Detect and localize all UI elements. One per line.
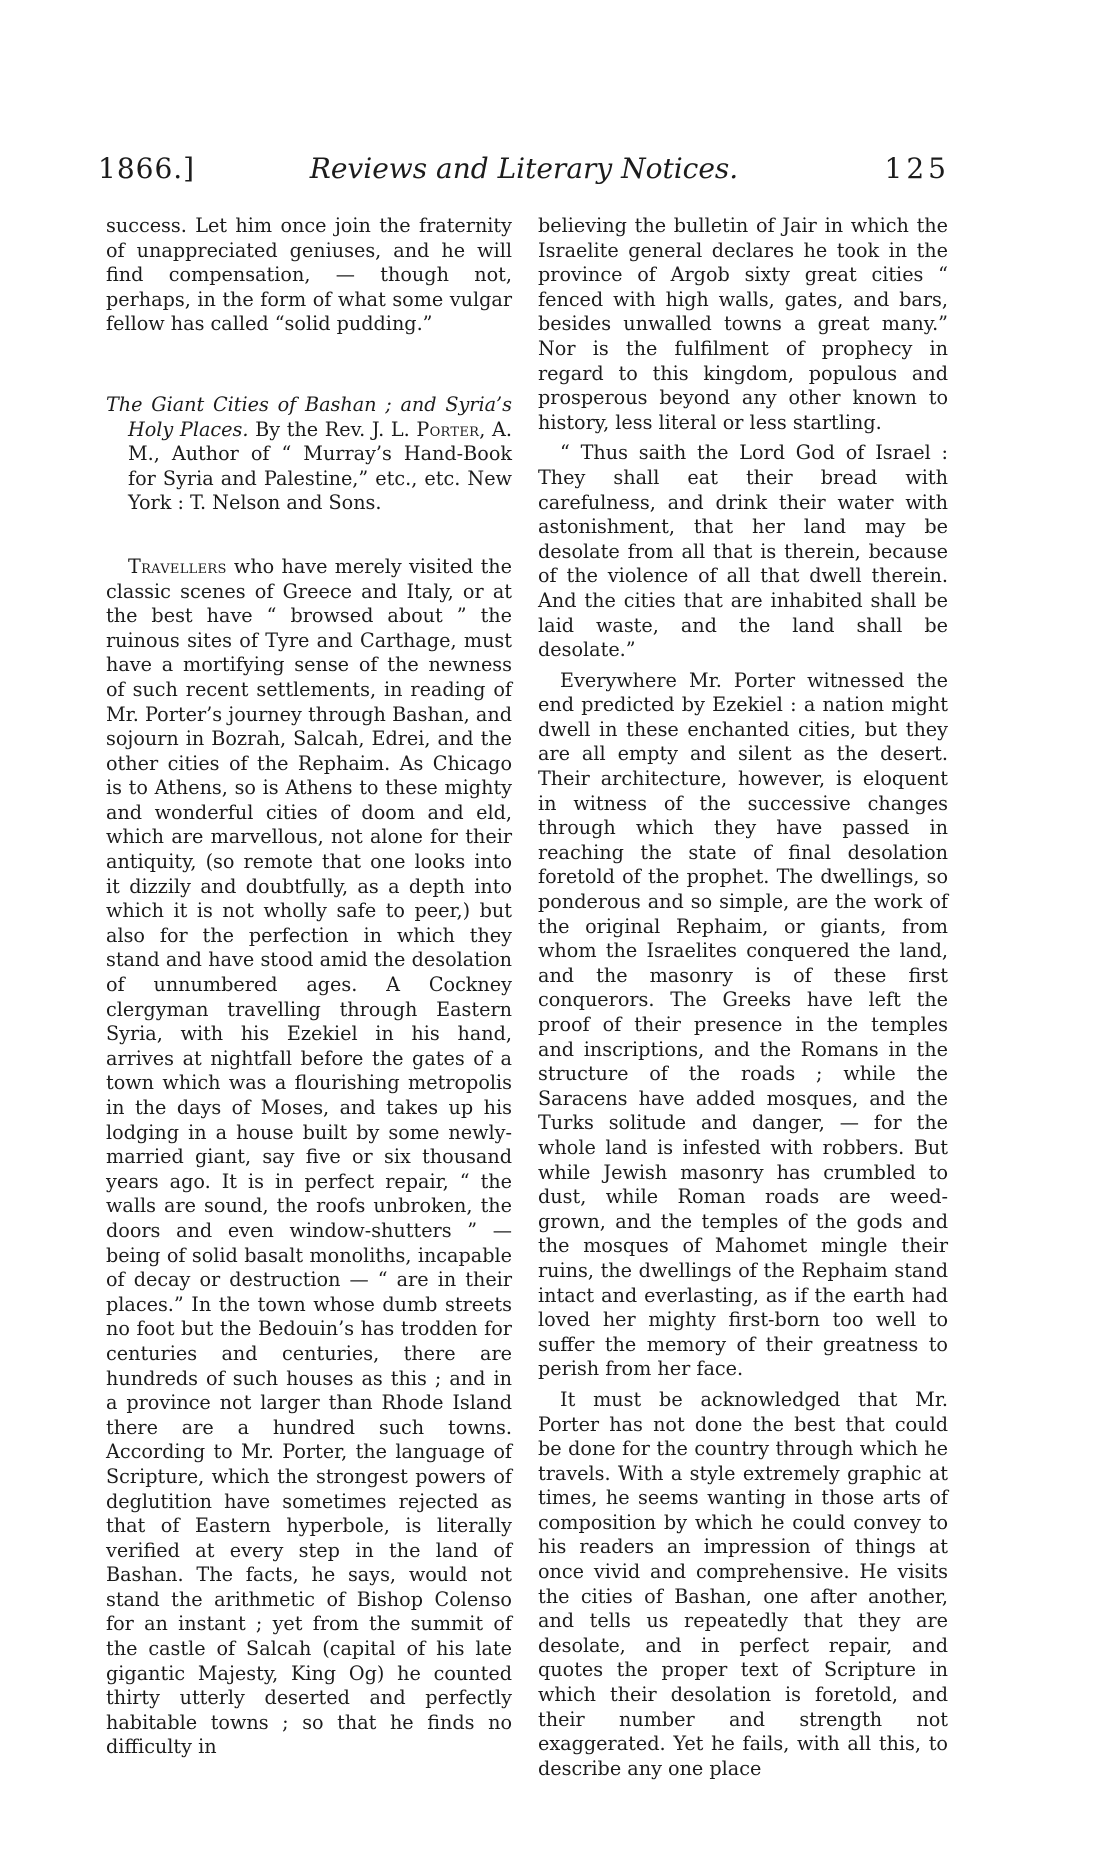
page-number: 125 xyxy=(884,152,950,185)
header-year: 1866.] xyxy=(98,152,196,185)
body-lead-word: Travellers xyxy=(128,554,227,578)
opening-paragraph: success. Let him once join the fraternity of unappreciated geniuses, and he will find compensation, — though not, perhaps, in the form of what some vulgar fellow has called “solid pudding.” xyxy=(106,214,512,336)
review-body-paragraph xyxy=(106,555,512,1760)
header-title: Reviews and Literary Notices. xyxy=(309,152,739,185)
review-heading xyxy=(106,393,512,516)
left-column xyxy=(106,214,512,1760)
running-head xyxy=(98,152,950,192)
right-paragraph-3: Everywhere Mr. Porter witnessed the end predicted by Ezekiel : a nation might dwell in these enchanted cities, but they are all empty and silent as the desert. Their architecture, however, is eloquent in witness of the successive changes through which they have passed in reaching the state of final desolation foretold of the prophet. The dwellings, so ponderous and so simple, are the work of the original Rephaim, or giants, from whom the Israelites conquered the land, and the masonry is of these first conquerors. The Greeks have left the proof of their presence in the temples and inscriptions, and the Romans in the structure of the roads ; while the Saracens have added mosques, and the Turks solitude and danger, — for the whole land is infested with robbers. But while Jewish masonry has crumbled to dust, while Roman roads are weed-grown, and the temples of the gods and the mosques of Mahomet mingle their ruins, the dwellings of the Rephaim stand intact and everlasting, as if the earth had loved her mighty first-born too well to suffer the memory of their greatness to perish from her face. xyxy=(538,668,948,1381)
review-title: The Giant Cities of Bashan ; and Syria’s Holy Places. xyxy=(106,392,512,441)
review-byline-pre: By the Rev. J. L. xyxy=(255,417,417,441)
right-column xyxy=(538,214,948,1781)
right-paragraph-4: It must be acknowledged that Mr. Porter has not done the best that could be done for the country through which he travels. With a style extremely graphic at times, he seems wanting in those arts of composition by which he could convey to his readers an impression of things at once vivid and comprehensive. He visits the cities of Bashan, one after another, and tells us repeatedly that they are desolate, and in perfect repair, and quotes the proper text of Scripture in which their desolation is foretold, and their number and strength not exaggerated. Yet he fails, with all this, to describe any one place xyxy=(538,1387,948,1780)
scripture-quote: “ Thus saith the Lord God of Israel : They shall eat their bread with carefulness, and drink their water with astonishment, that her land may be desolate from all that is therein, because of the violence of all that dwell therein. And the cities that are inhabited shall be laid waste, and the land shall be desolate.” xyxy=(538,441,948,662)
body-text: who have merely visited the classic scenes of Greece and Italy, or at the best have “ browsed about ” the ruinous sites of Tyre and Carthage, must have a mortifying sense of the newness of such recent settlements, in reading of Mr. Porter’s journey through Bashan, and sojourn in Bozrah, Salcah, Edrei, and the other cities of the Rephaim. As Chicago is to Athens, so is Athens to these mighty and wonderful cities of doom and eld, which are marvellous, not alone for their antiquity, (so remote that one looks into it dizzily and doubtfully, as a depth into which it is not wholly safe to peer,) but also for the perfection in which they stand and have stood amid the desolation of unnumbered ages. A Cockney clergyman travelling through Eastern Syria, with his Ezekiel in his hand, arrives at nightfall before the gates of a town which was a flourishing metropolis in the days of Moses, and takes up his lodging in a house built by some newly-married giant, say five or six thousand years ago. It is in perfect repair, “ the walls are sound, the roofs unbroken, the doors and even window-shutters ” — being of solid basalt monoliths, incapable of decay or destruction — “ are in their places.” In the town whose dumb streets no foot but the Bedouin’s has trodden for centuries and centuries, there are hundreds of such houses as this ; and in a province not larger than Rhode Island there are a hundred such towns. According to Mr. Porter, the language of Scripture, which the strongest powers of deglutition have sometimes rejected as that of Eastern hyperbole, is literally verified at every step in the land of Bashan. The facts, he says, would not stand the arithmetic of Bishop Colenso for an instant ; yet from the summit of the castle of Salcah (capital of his late gigantic Majesty, King Og) he counted thirty utterly deserted and perfectly habitable towns ; so that he finds no difficulty in xyxy=(106,554,512,1759)
review-byline-post: , A. M., Author of “ Murray’s Hand-Book for Syria and Palestine,” etc., etc. New York : T. Nelson and Sons. xyxy=(128,417,512,515)
right-paragraph-1: believing the bulletin of Jair in which the Israelite general declares he took in the province of Argob sixty great cities “ fenced with high walls, gates, and bars, besides unwalled towns a great many.” Nor is the fulfilment of prophecy in regard to this kingdom, populous and prosperous beyond any other known to history, less literal or less startling. xyxy=(538,214,948,434)
review-author: Porter xyxy=(416,417,480,441)
